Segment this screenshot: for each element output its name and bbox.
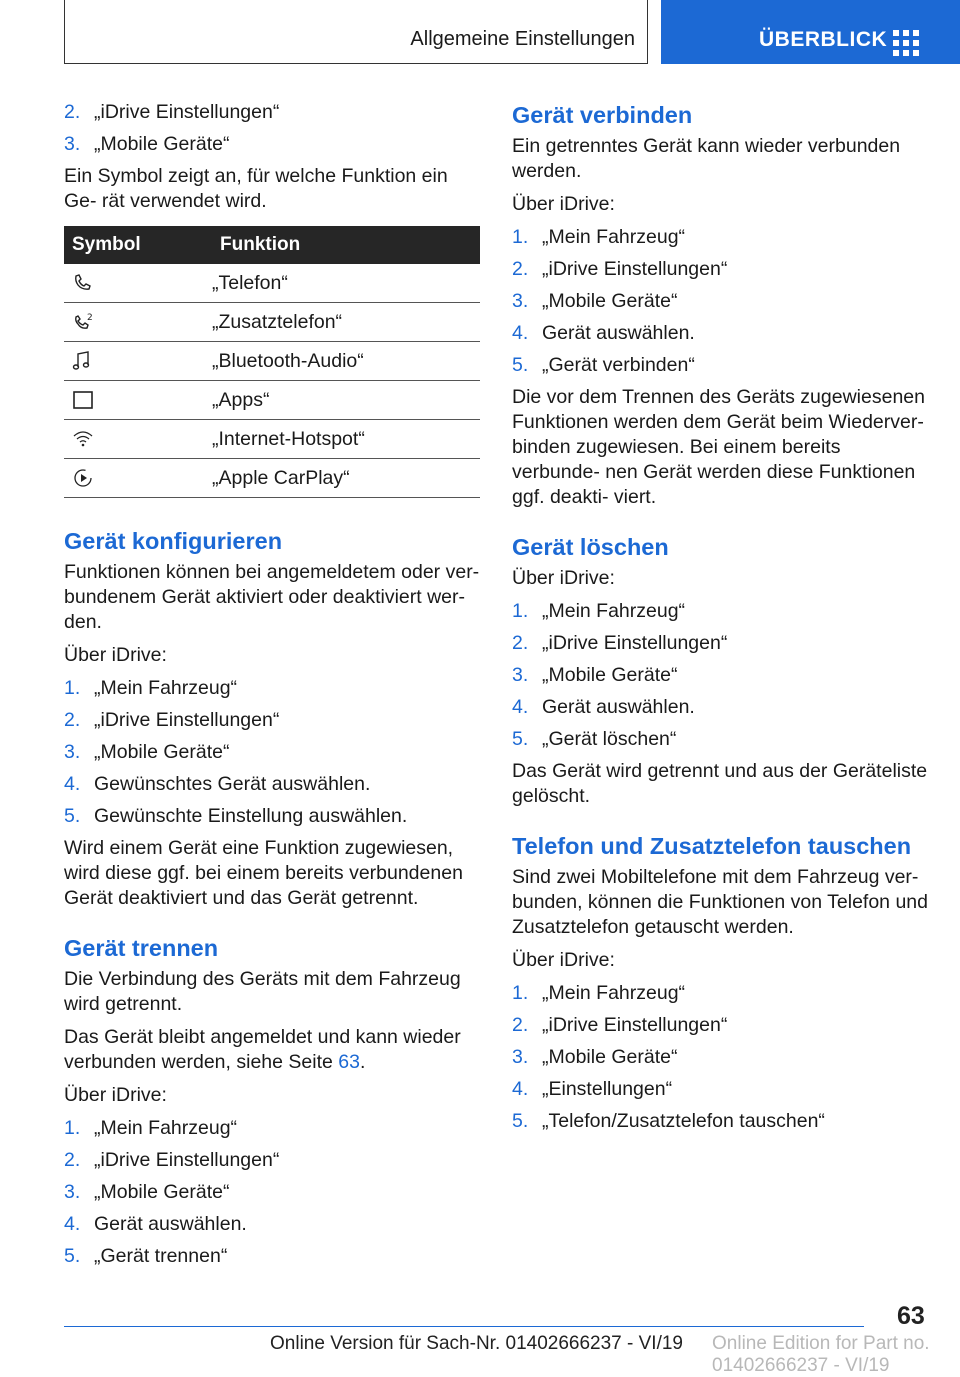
table-row <box>64 342 480 381</box>
list-item: 1. „Mein Fahrzeug“ <box>512 600 686 622</box>
via-idrive: Über iDrive: <box>512 193 615 215</box>
heading-configure: Gerät konfigurieren <box>64 528 283 554</box>
list-item: 1. „Mein Fahrzeug“ <box>64 1117 238 1139</box>
connect-steps <box>512 225 930 378</box>
overview-button[interactable] <box>661 0 960 64</box>
grid-icon <box>893 30 919 56</box>
heading-delete: Gerät löschen <box>512 534 669 560</box>
configure-steps <box>64 676 480 829</box>
section-title: Allgemeine Einstellungen <box>410 28 635 50</box>
list-item: 2. „iDrive Einstellungen“ <box>64 1149 280 1171</box>
music-note-icon <box>72 350 92 372</box>
heading-connect: Gerät verbinden <box>512 102 693 128</box>
swap-steps <box>512 981 930 1134</box>
list-item: 5. „Gerät löschen“ <box>512 728 677 750</box>
heading-disconnect: Gerät trennen <box>64 935 219 961</box>
table-row <box>64 381 480 420</box>
list-item: 2. „iDrive Einstellungen“ <box>512 258 728 280</box>
function-label: „Zusatztelefon“ <box>212 303 480 342</box>
list-item: 5. „Telefon/Zusatztelefon tauschen“ <box>512 1110 825 1132</box>
via-idrive: Über iDrive: <box>64 644 167 666</box>
disconnect-text-2: Das Gerät bleibt angemeldet und kann wieder verbunden werden, siehe Seite 63. <box>64 1026 461 1073</box>
wifi-icon <box>72 429 94 449</box>
delete-steps <box>512 599 930 752</box>
list-item: 4. Gewünschtes Gerät auswählen. <box>64 773 371 795</box>
list-item: 3. „Mobile Geräte“ <box>512 1046 678 1068</box>
footer-version: Online Version für Sach-Nr. 01402666237 - VI/19 <box>270 1333 683 1354</box>
disconnect-steps <box>64 1116 480 1269</box>
function-label: „Telefon“ <box>212 264 480 303</box>
right-column <box>512 100 930 1141</box>
table-row <box>64 459 480 498</box>
symbol-table <box>64 226 480 498</box>
column-header-function: Funktion <box>212 226 480 264</box>
function-label: „Apple CarPlay“ <box>212 459 480 498</box>
list-item: 3. „Mobile Geräte“ <box>512 664 678 686</box>
carplay-play-icon <box>72 467 94 489</box>
table-row <box>64 420 480 459</box>
list-item: 1. „Mein Fahrzeug“ <box>64 677 238 699</box>
left-column <box>64 100 480 1276</box>
list-item: 2. „iDrive Einstellungen“ <box>64 709 280 731</box>
disconnect-text: Die Verbindung des Geräts mit dem Fahrzeug wird getrennt. <box>64 968 461 1015</box>
watermark: Online Edition for Part no. 01402666237 - VI/19 <box>712 1333 930 1376</box>
phone-2-icon <box>72 312 94 332</box>
list-item: 4. „Einstellungen“ <box>512 1078 673 1100</box>
function-label: „Bluetooth-Audio“ <box>212 342 480 381</box>
list-item: 3. „Mobile Geräte“ <box>64 741 230 763</box>
swap-text: Sind zwei Mobiltelefone mit dem Fahrzeug ver‐ bunden, können die Funktionen von Telefon und Zusatztelefon getauscht werden. <box>512 866 928 938</box>
list-item: 1. „Mein Fahrzeug“ <box>512 982 686 1004</box>
delete-after: Das Gerät wird getrennt und aus der Geräteliste gelöscht. <box>512 760 928 807</box>
list-item: 4. Gerät auswählen. <box>512 696 695 718</box>
apps-square-icon <box>72 390 94 410</box>
via-idrive: Über iDrive: <box>512 567 615 589</box>
configure-text: Funktionen können bei angemeldetem oder ver‐ bundenem Gerät aktiviert oder deaktiviert wer‐ den. <box>64 561 480 633</box>
list-item: 4. Gerät auswählen. <box>64 1213 247 1235</box>
top-steps <box>64 100 480 157</box>
list-item: 3. „Mobile Geräte“ <box>64 1181 230 1203</box>
list-item: 3. „Mobile Geräte“ <box>512 290 678 312</box>
list-item: 2. „iDrive Einstellungen“ <box>64 101 280 123</box>
via-idrive: Über iDrive: <box>64 1084 167 1106</box>
function-label: „Internet-Hotspot“ <box>212 420 480 459</box>
table-row <box>64 303 480 342</box>
footer-divider <box>64 1326 864 1327</box>
list-item: 2. „iDrive Einstellungen“ <box>512 632 728 654</box>
connect-text: Ein getrenntes Gerät kann wieder verbunden werden. <box>512 135 901 182</box>
heading-swap: Telefon und Zusatztelefon tauschen <box>512 833 912 859</box>
function-label: „Apps“ <box>212 381 480 420</box>
page-link[interactable]: 63 <box>338 1051 360 1073</box>
phone-icon <box>72 273 92 293</box>
column-header-symbol: Symbol <box>64 226 212 264</box>
svg-text:2: 2 <box>87 313 93 323</box>
section-header <box>64 0 648 64</box>
list-item: 4. Gerät auswählen. <box>512 322 695 344</box>
page-number: 63 <box>897 1302 925 1330</box>
via-idrive: Über iDrive: <box>512 949 615 971</box>
table-row <box>64 264 480 303</box>
list-item: 3. „Mobile Geräte“ <box>64 133 230 155</box>
connect-after: Die vor dem Trennen des Geräts zugewiesenen Funktionen werden dem Gerät beim Wiederver‐ binden zugewiesen. Bei einem bereits verbunde‐ nen Gerät werden diese Funktionen ggf. deakti‐ viert. <box>512 386 925 508</box>
list-item: 5. „Gerät trennen“ <box>64 1245 228 1267</box>
configure-after: Wird einem Gerät eine Funktion zugewiesen, wird diese ggf. bei einem bereits verbundenen Gerät deaktiviert und das Gerät getrennt. <box>64 837 463 909</box>
list-item: 5. „Gerät verbinden“ <box>512 354 695 376</box>
symbol-intro: Ein Symbol zeigt an, für welche Funktion ein Ge‐ rät verwendet wird. <box>64 165 448 212</box>
list-item: 2. „iDrive Einstellungen“ <box>512 1014 728 1036</box>
overview-label: ÜBERBLICK <box>759 28 888 51</box>
list-item: 1. „Mein Fahrzeug“ <box>512 226 686 248</box>
list-item: 5. Gewünschte Einstellung auswählen. <box>64 805 408 827</box>
